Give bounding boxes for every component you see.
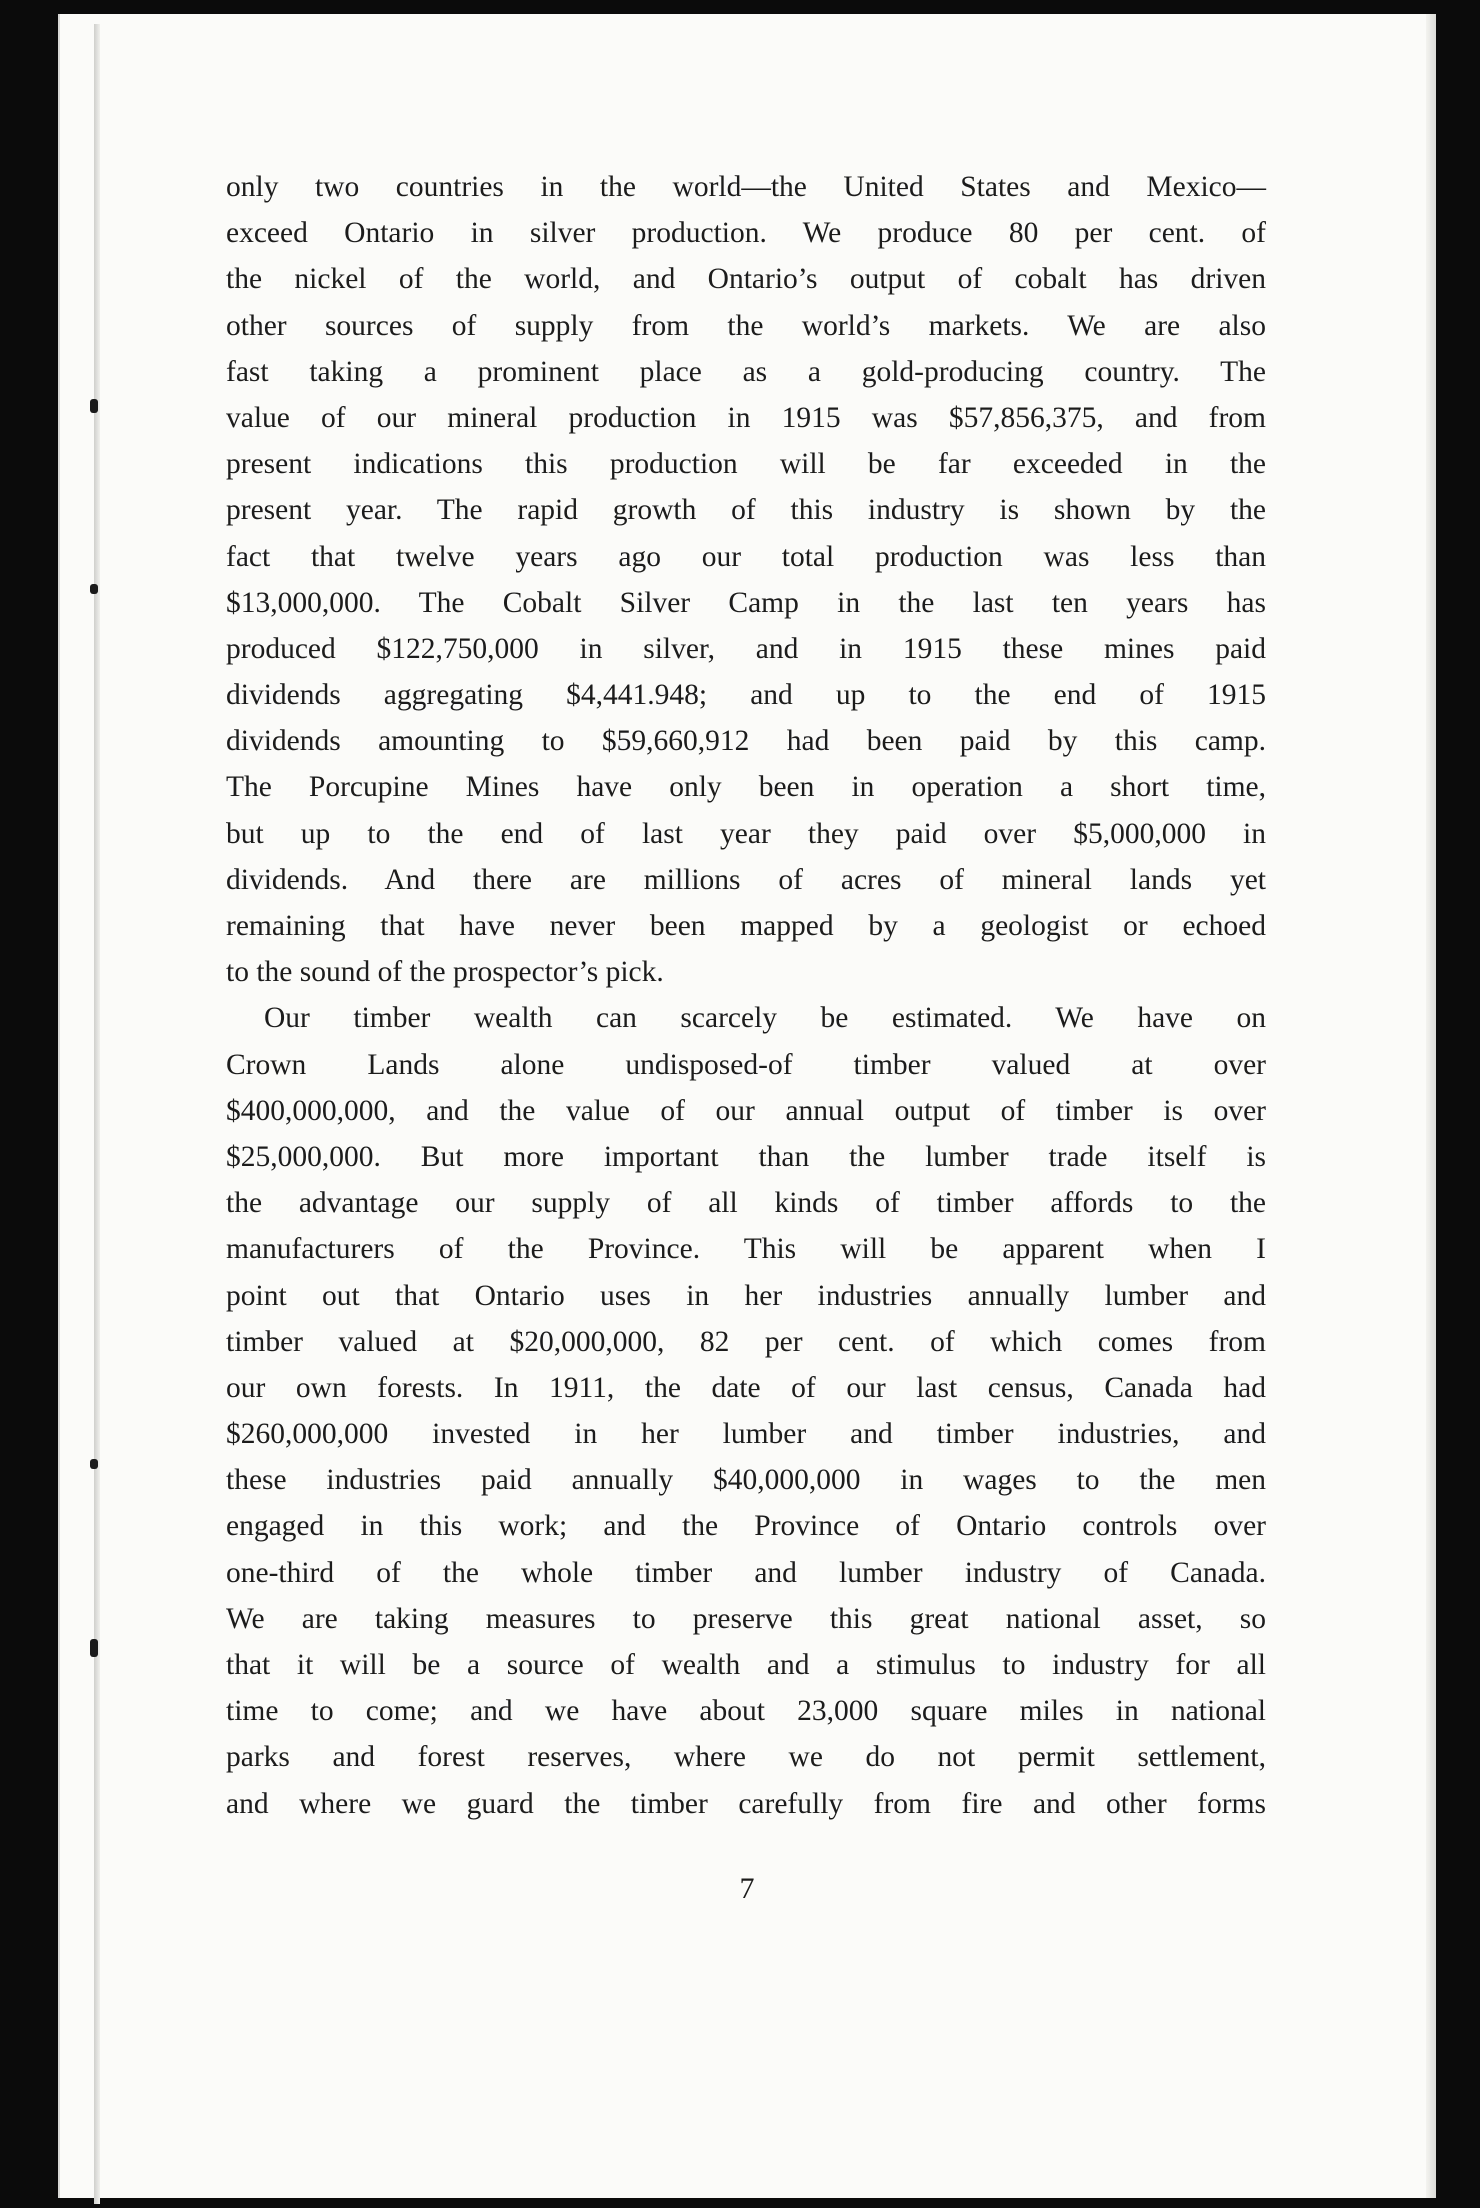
text-line: present year. The rapid growth of this industry is shown by the — [226, 494, 1266, 527]
binding-mark — [90, 399, 98, 413]
text-line: Crown Lands alone undisposed-of timber valued at over — [226, 1048, 1266, 1081]
binding-mark — [90, 584, 98, 594]
text-line: time to come; and we have about 23,000 square miles in national — [226, 1695, 1266, 1728]
text-line: $400,000,000, and the value of our annual output of timber is over — [226, 1094, 1266, 1127]
text-line: fact that twelve years ago our total production was less than — [226, 540, 1266, 573]
binding-mark — [90, 1459, 98, 1469]
text-line: parks and forest reserves, where we do not permit settlement, — [226, 1741, 1266, 1774]
text-line: $25,000,000. But more important than the lumber trade itself is — [226, 1140, 1266, 1173]
text-line: value of our mineral production in 1915 was $57,856,375, and from — [226, 401, 1266, 434]
body-text — [226, 164, 1266, 1827]
text-line: only two countries in the world—the United States and Mexico— — [226, 171, 1266, 203]
text-line: dividends aggregating $4,441.948; and up to the end of 1915 — [226, 679, 1266, 712]
text-line: one-third of the whole timber and lumber industry of Canada. — [226, 1556, 1266, 1589]
text-line: and where we guard the timber carefully from fire and other forms — [226, 1787, 1266, 1820]
text-line: exceed Ontario in silver production. We produce 80 per cent. of — [226, 217, 1266, 250]
text-line: $260,000,000 invested in her lumber and timber industries, and — [226, 1418, 1266, 1451]
text-line: fast taking a prominent place as a gold-producing country. The — [226, 355, 1266, 388]
text-line: manufacturers of the Province. This will be apparent when I — [226, 1233, 1266, 1266]
text-line: that it will be a source of wealth and a stimulus to industry for all — [226, 1649, 1266, 1681]
text-line: to the sound of the prospector’s pick. — [226, 956, 664, 989]
text-line: produced $122,750,000 in silver, and in 1915 these mines paid — [226, 632, 1266, 665]
text-line: timber valued at $20,000,000, 82 per cent. of which comes from — [226, 1325, 1266, 1358]
text-line: these industries paid annually $40,000,000 in wages to the men — [226, 1464, 1266, 1497]
text-line: remaining that have never been mapped by a geologist or echoed — [226, 910, 1266, 942]
text-line: dividends. And there are millions of acres of mineral lands yet — [226, 863, 1266, 896]
text-line: our own forests. In 1911, the date of our last census, Canada had — [226, 1371, 1266, 1404]
text-line: but up to the end of last year they paid over $5,000,000 in — [226, 817, 1266, 850]
text-line: dividends amounting to $59,660,912 had been paid by this camp. — [226, 725, 1266, 758]
page-right-edge — [1426, 14, 1436, 2198]
text-line: The Porcupine Mines have only been in operation a short time, — [226, 771, 1266, 804]
paragraph-timber-wealth — [226, 995, 1266, 1826]
text-line: $13,000,000. The Cobalt Silver Camp in the last ten years has — [226, 586, 1266, 619]
text-line: present indications this production will be far exceeded in the — [226, 448, 1266, 481]
text-line: Our timber wealth can scarcely be estimated. We have on — [264, 1002, 1266, 1035]
text-line: We are taking measures to preserve this great national asset, so — [226, 1602, 1266, 1635]
text-line: point out that Ontario uses in her industries annually lumber and — [226, 1279, 1266, 1312]
binding-mark — [90, 1639, 98, 1657]
text-line: the advantage our supply of all kinds of timber affords to the — [226, 1187, 1266, 1220]
text-line: other sources of supply from the world’s markets. We are also — [226, 309, 1266, 342]
paragraph-mineral-production — [226, 164, 1266, 995]
text-line: engaged in this work; and the Province of Ontario controls over — [226, 1510, 1266, 1543]
text-line: the nickel of the world, and Ontario’s output of cobalt has driven — [226, 263, 1266, 296]
book-page — [58, 14, 1436, 2198]
page-number: 7 — [739, 1872, 755, 1905]
